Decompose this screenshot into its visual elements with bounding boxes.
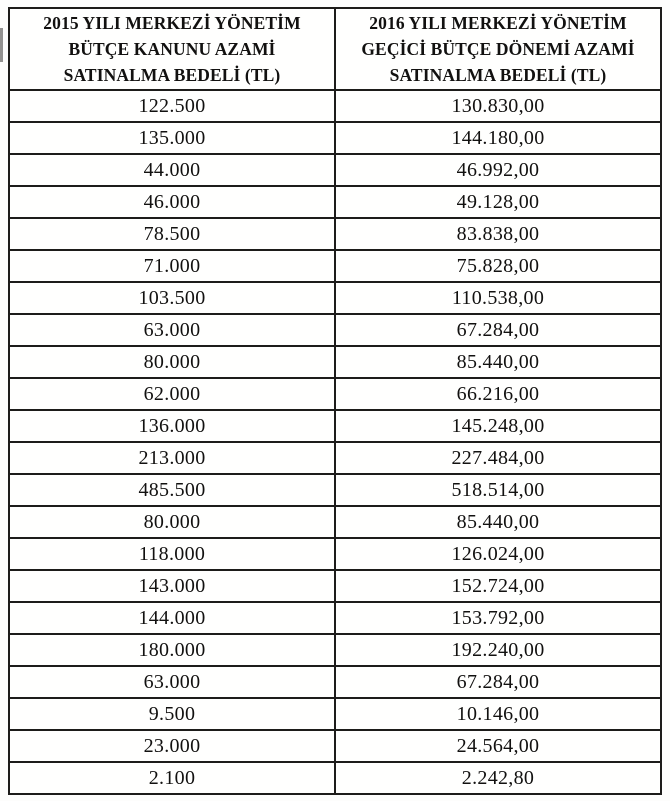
cell-amount-2016: 152.724,00 [335, 570, 661, 602]
cell-amount-2016: 144.180,00 [335, 122, 661, 154]
cell-amount-2015: 80.000 [9, 346, 335, 378]
table-row [9, 666, 661, 698]
table-row [9, 730, 661, 762]
cell-amount-2016: 75.828,00 [335, 250, 661, 282]
cell-amount-2015: 2.100 [9, 762, 335, 794]
table-row [9, 154, 661, 186]
cell-amount-2016: 10.146,00 [335, 698, 661, 730]
table-body [9, 90, 661, 794]
cell-amount-2016: 66.216,00 [335, 378, 661, 410]
table-row [9, 378, 661, 410]
table-row [9, 538, 661, 570]
header-2016-line2: GEÇİCİ BÜTÇE DÖNEMİ AZAMİ [361, 38, 635, 59]
cell-amount-2015: 180.000 [9, 634, 335, 666]
table-row [9, 474, 661, 506]
table-row [9, 282, 661, 314]
table-row [9, 346, 661, 378]
cell-amount-2015: 103.500 [9, 282, 335, 314]
table-row [9, 442, 661, 474]
header-2016-line3: SATINALMA BEDELİ (TL) [389, 65, 607, 86]
cell-amount-2015: 23.000 [9, 730, 335, 762]
cell-amount-2015: 71.000 [9, 250, 335, 282]
column-header-2016 [335, 8, 661, 90]
cell-amount-2016: 24.564,00 [335, 730, 661, 762]
table-row [9, 122, 661, 154]
cell-amount-2016: 145.248,00 [335, 410, 661, 442]
header-2015-line3: SATINALMA BEDELİ (TL) [63, 65, 281, 86]
scan-artifact [0, 28, 3, 62]
cell-amount-2015: 63.000 [9, 314, 335, 346]
header-2015-line1: 2015 YILI MERKEZİ YÖNETİM [43, 12, 301, 33]
table-row [9, 762, 661, 794]
cell-amount-2015: 135.000 [9, 122, 335, 154]
cell-amount-2016: 518.514,00 [335, 474, 661, 506]
table-row [9, 602, 661, 634]
cell-amount-2015: 144.000 [9, 602, 335, 634]
cell-amount-2015: 44.000 [9, 154, 335, 186]
cell-amount-2016: 85.440,00 [335, 506, 661, 538]
cell-amount-2016: 110.538,00 [335, 282, 661, 314]
cell-amount-2016: 83.838,00 [335, 218, 661, 250]
table-row [9, 698, 661, 730]
column-header-2015 [9, 8, 335, 90]
cell-amount-2015: 46.000 [9, 186, 335, 218]
cell-amount-2015: 213.000 [9, 442, 335, 474]
cell-amount-2015: 136.000 [9, 410, 335, 442]
table-row [9, 90, 661, 122]
cell-amount-2016: 227.484,00 [335, 442, 661, 474]
cell-amount-2016: 192.240,00 [335, 634, 661, 666]
table-row [9, 634, 661, 666]
cell-amount-2016: 126.024,00 [335, 538, 661, 570]
cell-amount-2015: 485.500 [9, 474, 335, 506]
table-header-row [9, 8, 661, 90]
table-row [9, 506, 661, 538]
table-row [9, 570, 661, 602]
cell-amount-2016: 49.128,00 [335, 186, 661, 218]
cell-amount-2015: 62.000 [9, 378, 335, 410]
cell-amount-2015: 63.000 [9, 666, 335, 698]
table-row [9, 186, 661, 218]
cell-amount-2015: 80.000 [9, 506, 335, 538]
cell-amount-2015: 143.000 [9, 570, 335, 602]
table-row [9, 410, 661, 442]
cell-amount-2015: 78.500 [9, 218, 335, 250]
cell-amount-2016: 2.242,80 [335, 762, 661, 794]
cell-amount-2016: 67.284,00 [335, 314, 661, 346]
header-2015-line2: BÜTÇE KANUNU AZAMİ [68, 38, 276, 59]
table-row [9, 250, 661, 282]
cell-amount-2016: 85.440,00 [335, 346, 661, 378]
cell-amount-2015: 9.500 [9, 698, 335, 730]
header-2016-line1: 2016 YILI MERKEZİ YÖNETİM [369, 12, 627, 33]
cell-amount-2015: 118.000 [9, 538, 335, 570]
cell-amount-2016: 67.284,00 [335, 666, 661, 698]
cell-amount-2016: 46.992,00 [335, 154, 661, 186]
cell-amount-2016: 153.792,00 [335, 602, 661, 634]
budget-comparison-table [8, 7, 662, 795]
table-row [9, 218, 661, 250]
table-row [9, 314, 661, 346]
cell-amount-2015: 122.500 [9, 90, 335, 122]
cell-amount-2016: 130.830,00 [335, 90, 661, 122]
